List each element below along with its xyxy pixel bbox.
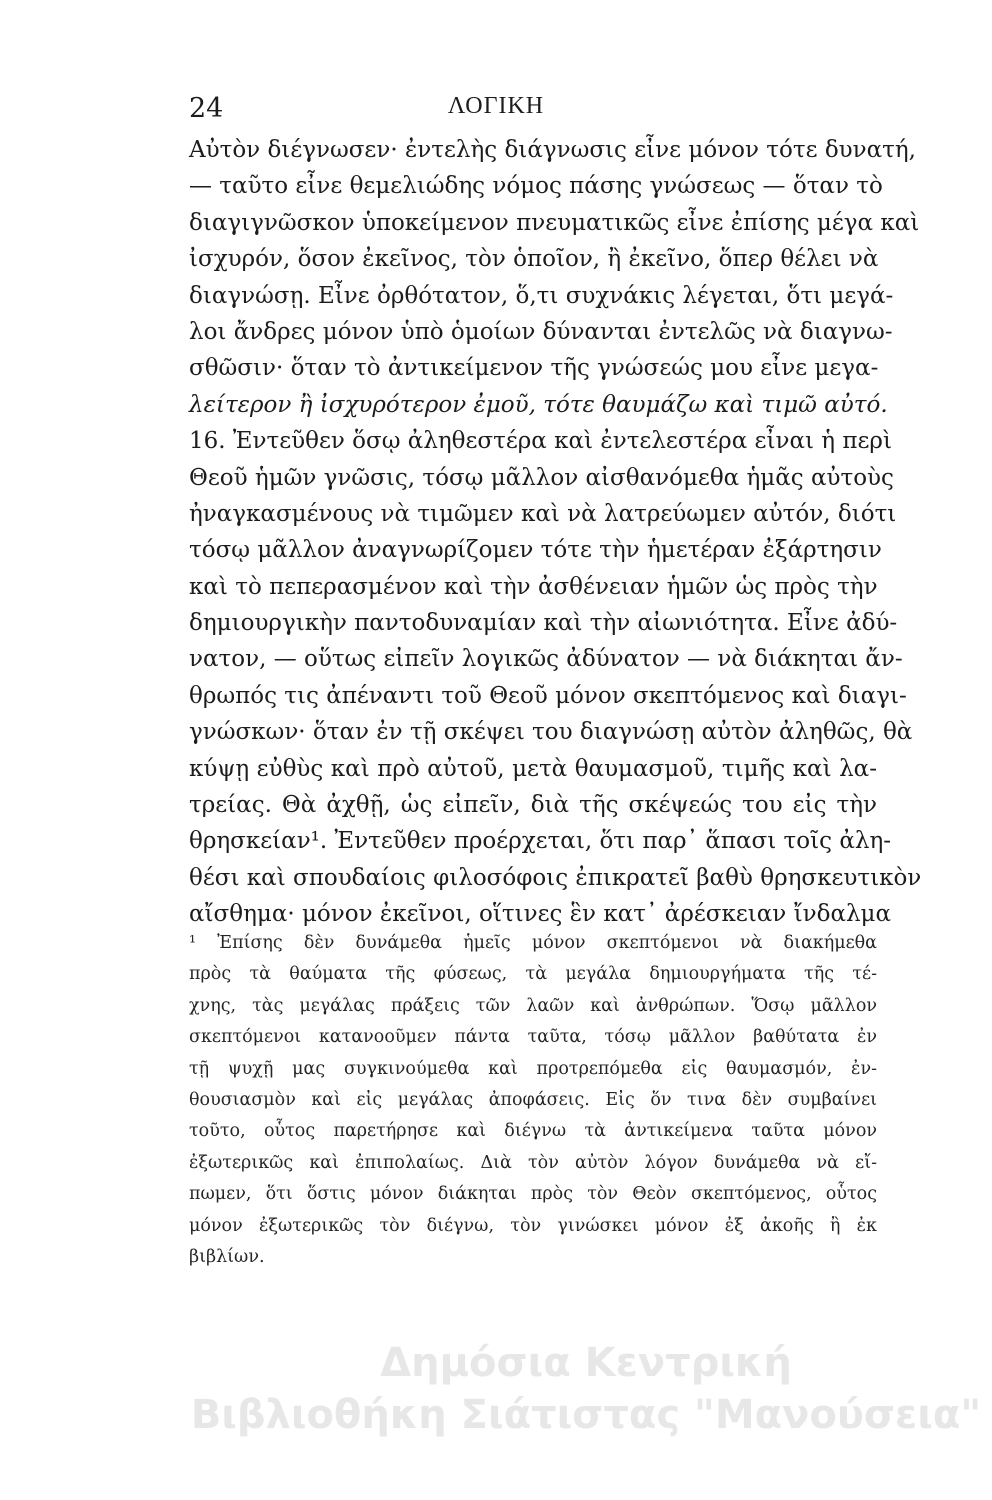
text-line: ἰσχυρόν, ὅσον ἐκεῖνος, τὸν ὁποῖον, ἢ ἐκεῖνο, ὅπερ θέλει νὰ [189,246,879,273]
footnote-line: σκεπτόμενοι κατανοοῦμεν πάντα ταῦτα, τόσῳ μᾶλλον βαθύτατα ἐν [189,1027,877,1048]
footnote-line: ¹ Ἐπίσης δὲν δυνάμεθα ἡμεῖς μόνον σκεπτόμενοι νὰ διακήμεθα [189,933,877,953]
text-line: θρωπός τις ἀπέναντι τοῦ Θεοῦ μόνον σκεπτόμενος καὶ διαγι- [189,682,907,709]
text-line: τόσῳ μᾶλλον ἀναγνωρίζομεν τότε τὴν ἡμετέραν ἐξάρτησιν [189,537,882,564]
text-line: αἴσθημα· μόνον ἐκεῖνοι, οἵτινες ἓν κατ᾽ ἀρέσκειαν ἴνδαλμα [189,901,892,928]
text-line: λοι ἄνδρες μόνον ὑπὸ ὁμοίων δύνανται ἐντελῶς νὰ διαγνω- [189,318,893,345]
text-line: διαγνώσῃ. Εἶνε ὀρθότατον, ὅ,τι συχνάκις λέγεται, ὅτι μεγά- [189,282,894,309]
text-line: καὶ τὸ πεπερασμένον καὶ τὴν ἀσθένειαν ἡμῶν ὡς πρὸς τὴν [189,573,878,600]
footnote-line: θουσιασμὸν καὶ εἰς μεγάλας ἀποφάσεις. Εἰς ὅν τινα δὲν συμβαίνει [189,1089,877,1110]
text-line: νατον, — οὕτως εἰπεῖν λογικῶς ἀδύνατον — νὰ διάκηται ἄν- [189,646,903,673]
text-line: — ταῦτο εἶνε θεμελιώδης νόμος πάσης γνώσεως — ὅταν τὸ [189,173,883,200]
footnote-line: μόνον ἐξωτερικῶς τὸν διέγνω, τὸν γινώσκει μόνον ἐξ ἀκοῆς ἢ ἐκ [189,1215,877,1236]
text-line: τρείας. Θὰ ἀχθῇ, ὡς εἰπεῖν, διὰ τῆς σκέψεώς του εἰς τὴν [189,792,877,819]
footnote-line: πρὸς τὰ θαύματα τῆς φύσεως, τὰ μεγάλα δημιουργήματα τῆς τέ- [189,964,877,985]
footnote-line: τῇ ψυχῇ μας συγκινούμεθα καὶ προτρεπόμεθα εἰς θαυμασμόν, ἐν- [189,1058,877,1079]
text-line: κύψῃ εὐθὺς καὶ πρὸ αὐτοῦ, μετὰ θαυμασμοῦ, τιμῆς καὶ λα- [189,755,877,782]
text-line: διαγιγνῶσκον ὑποκείμενον πνευματικῶς εἶνε ἐπίσης μέγα καὶ [189,209,920,236]
footnote-line: πωμεν, ὅτι ὅστις μόνον διάκηται πρὸς τὸν Θεὸν σκεπτόμενος, οὗτος [189,1184,877,1205]
text-line: δημιουργικὴν παντοδυναμίαν καὶ τὴν αἰωνιότητα. Εἶνε ἀδύ- [189,610,898,637]
text-line: γνώσκων· ὅταν ἐν τῇ σκέψει του διαγνώσῃ αὐτὸν ἀληθῶς, θὰ [189,719,913,746]
page-number: 24 [189,93,224,124]
watermark-line-2: Βιβλιοθήκη Σιάτιστας "Μανούσεια" [190,1392,982,1438]
footnote-line: βιβλίων. [189,1246,265,1267]
library-watermark [0,1337,992,1441]
running-title: ΛΟΓΙΚΗ [447,93,545,119]
text-line: Θεοῦ ἡμῶν γνῶσις, τόσῳ μᾶλλον αἰσθανόμεθα ἡμᾶς αὐτοὺς [189,464,894,491]
text-line: σθῶσιν· ὅταν τὸ ἀντικείμενον τῆς γνώσεώς μου εἶνε μεγα- [189,355,879,382]
text-line: θρησκείαν¹. Ἐντεῦθεν προέρχεται, ὅτι παρ᾽ ἅπασι τοῖς ἀλη- [189,828,891,855]
text-line: θέσι καὶ σπουδαίοις φιλοσόφοις ἐπικρατεῖ βαθὺ θρησκευτικὸν [189,864,922,891]
footnote-line: τοῦτο, οὗτος παρετήρησε καὶ διέγνω τὰ ἀντικείμενα ταῦτα μόνον [189,1121,877,1142]
text-line: Αὐτὸν διέγνωσεν· ἐντελὴς διάγνωσις εἶνε μόνον τότε δυνατή, [189,137,916,163]
watermark-line-1: Δημόσια Κεντρική [380,1340,792,1386]
section-16-start: 16. Ἐντεῦθεν ὅσῳ ἀληθεστέρα καὶ ἐντελεστέρα εἶναι ἡ περὶ [189,428,892,455]
footnote [189,928,877,1273]
main-text [189,132,922,933]
text-line: λείτερον ἢ ἰσχυρότερον ἐμοῦ, τότε θαυμάζω καὶ τιμῶ αὐτό. [189,391,888,418]
text-line: ἠναγκασμένους νὰ τιμῶμεν καὶ νὰ λατρεύωμεν αὐτόν, διότι [189,500,897,527]
footnote-line: χνης, τὰς μεγάλας πράξεις τῶν λαῶν καὶ ἀνθρώπων. Ὅσῳ μᾶλλον [189,995,877,1016]
footnote-line: ἐξωτερικῶς καὶ ἐπιπολαίως. Διὰ τὸν αὐτὸν λόγον δυνάμεθα νὰ εἴ- [189,1152,877,1173]
